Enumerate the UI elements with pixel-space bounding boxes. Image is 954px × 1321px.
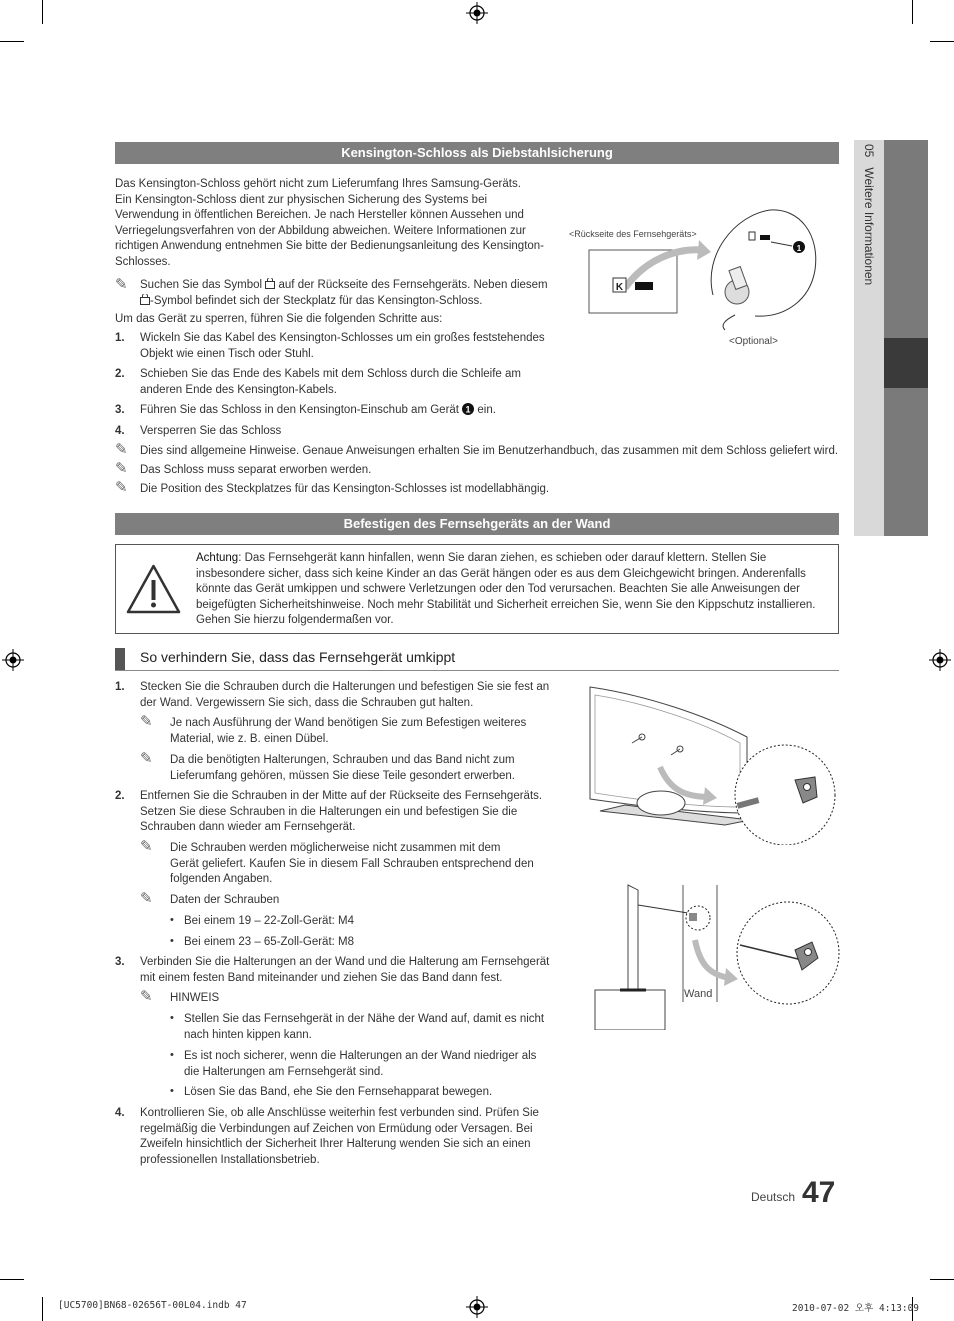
- note-icon: ✎: [140, 750, 153, 767]
- bullet-text: Bei einem 19 – 22-Zoll-Gerät: M4: [184, 915, 355, 927]
- bullet: •: [170, 935, 174, 947]
- callout-1-icon: [462, 403, 474, 415]
- kensington-symbol-icon: [265, 278, 275, 289]
- callout-label: 1: [465, 404, 471, 415]
- registration-mark-icon: [466, 2, 488, 24]
- callout-label: 1: [796, 244, 802, 253]
- note-icon: ✎: [115, 460, 128, 477]
- figure-label-optional: <Optional>: [729, 336, 778, 347]
- bullet: •: [170, 1049, 174, 1061]
- bullet-text: Lösen Sie das Band, ehe Sie den Fernsehapparat bewegen.: [184, 1086, 493, 1098]
- crop-mark: [930, 41, 954, 42]
- warning-box: [115, 544, 839, 634]
- subheading: [115, 648, 839, 671]
- kensington-note: Das Schloss muss separat erworben werden.: [140, 464, 372, 476]
- kensington-symbol-icon: [140, 294, 150, 305]
- step-3-text: Führen Sie das Schloss in den Kensington-Einschub am Gerät 1 ein.: [140, 404, 496, 416]
- step-number: 1.: [115, 332, 125, 344]
- bullet-text: Bei einem 23 – 65-Zoll-Gerät: M8: [184, 936, 355, 948]
- crop-mark: [912, 0, 913, 24]
- section-title-wall-mount: Befestigen des Fernsehgeräts an der Wand: [115, 513, 839, 535]
- wall-step-2: Entfernen Sie die Schrauben in der Mitte auf der Rückseite des Fernsehgeräts. Setzen Sie diese Schrauben in die Halterungen ein und befestigen Sie die Schrauben dann wieder am Fernsehgerät.: [140, 790, 543, 834]
- page-language: Deutsch: [751, 1190, 796, 1204]
- step-2-text: Schieben Sie das Ende des Kabels mit dem Schloss durch die Schleife am anderen Ende des Kensington-Kabels.: [140, 368, 521, 396]
- bullet-text: Stellen Sie das Fernsehgerät in der Nähe der Wand auf, damit es nicht nach hinten kippen kann.: [184, 1013, 545, 1041]
- wall-step-2-note: Daten der Schrauben: [170, 894, 280, 906]
- wall-step-2-note: Die Schrauben werden möglicherweise nicht zusammen mit dem Gerät geliefert. Kaufen Sie in diesem Fall Schrauben entsprechend den folgenden Angaben.: [170, 842, 534, 886]
- subheading-text: So verhindern Sie, dass das Fernsehgerät umkippt: [140, 649, 456, 665]
- kensington-note: Dies sind allgemeine Hinweise. Genaue Anweisungen erhalten Sie im Benutzerhandbuch, das zusammen mit dem Schloss geliefert wird.: [140, 445, 839, 457]
- crop-mark: [42, 1297, 43, 1321]
- registration-mark-icon: [929, 649, 951, 671]
- figure-label-back: <Rückseite des Fernsehgeräts>: [569, 229, 697, 239]
- note-icon: ✎: [140, 890, 153, 907]
- registration-mark-icon: [2, 649, 24, 671]
- kensington-note: Die Position des Steckplatzes für das Kensington-Schlosses ist modellabhängig.: [140, 483, 550, 495]
- step-number: 3.: [115, 956, 125, 968]
- step-number: 4.: [115, 425, 125, 437]
- steps-intro: Um das Gerät zu sperren, führen Sie die folgenden Schritte aus:: [115, 313, 443, 325]
- crop-mark: [930, 1279, 954, 1280]
- chapter-side-tab: [854, 140, 928, 536]
- warning-label: Achtung: [196, 552, 239, 564]
- registration-mark-icon: [466, 1296, 488, 1318]
- kensington-note-symbol: Suchen Sie das Symbol auf der Rückseite des Fernsehgeräts. Neben diesem -Symbol befindet sich der Steckplatz für das Kensington-Schloss.: [140, 279, 548, 307]
- crop-mark: [0, 1279, 24, 1280]
- arrow-shape: [695, 940, 730, 978]
- page-number: 47: [802, 1176, 836, 1209]
- wall-step-4: Kontrollieren Sie, ob alle Anschlüsse weiterhin fest verbunden sind. Prüfen Sie regelmäßig die Verbindungen auf Zeichen von Ermüdung oder Versagen. Bei Zweifeln hinsichtlich der Sicherheit Ihrer Halterung wenden Sie sich an einen professionellen Installationsbetrieb.: [140, 1107, 539, 1166]
- bullet-text: Es ist noch sicherer, wenn die Halterungen an der Wand niedriger als die Halterungen am Fernsehgerät sind.: [184, 1050, 537, 1078]
- note-icon: ✎: [115, 276, 128, 293]
- crop-mark: [42, 0, 43, 24]
- wall-step-1-note: Je nach Ausführung der Wand benötigen Sie zum Befestigen weiteres Material, wie z. B. einen Dübel.: [170, 717, 527, 745]
- wall-step-1: Stecken Sie die Schrauben durch die Halterungen und befestigen Sie sie fest an der Wand. Vergewissern Sie sich, dass die Schrauben gut halten.: [140, 681, 550, 709]
- footer-file: [UC5700]BN68-02656T-00L04.indb 47: [58, 1300, 247, 1311]
- note-icon: ✎: [140, 988, 153, 1005]
- wall-side-illustration: [590, 880, 840, 1030]
- note-icon: ✎: [140, 713, 153, 730]
- step-number: 2.: [115, 790, 125, 802]
- tv-back-illustration: [585, 685, 840, 845]
- footer-date: 2010-07-02 오후 4:13:09: [792, 1303, 920, 1314]
- note-icon: ✎: [115, 479, 128, 496]
- wall-step-3: Verbinden Sie die Halterungen an der Wand und die Halterung am Fernsehgerät mit einem festen Band miteinander und ziehen Sie das Band dann fest.: [140, 956, 550, 984]
- kensington-intro: Das Kensington-Schloss gehört nicht zum Lieferumfang Ihres Samsung-Geräts. Ein Kensington-Schloss dient zur physischen Sicherung des Systems bei Verwendung in öffentlichen Bereichen. Je nach Hersteller können Aussehen und Verriegelungsverfahren von der Abbildung abweichen. Weitere Informationen zur richtigen Anwendung entnehmen Sie bitte der Bedienungsanleitung des Kensington- Schlosses.: [115, 178, 545, 268]
- wall-step-1-note: Da die benötigten Halterungen, Schrauben und das Band nicht zum Lieferumfang gehören, müssen Sie diese Teile gesondert erwerben.: [170, 754, 515, 782]
- wall-step-3-note: HINWEIS: [170, 992, 220, 1004]
- note-icon: ✎: [140, 838, 153, 855]
- warning-text: Achtung: Das Fernsehgerät kann hinfallen, wenn Sie daran ziehen, es schieben oder darauf klettern. Stellen Sie insbesondere sicher, dass sich keine Kinder an das Gerät hängen oder es aus dem Gleichgewicht bringen. Anderenfalls könnte das Gerät umkippen und schwere Verletzungen oder den Tod verursachen. Beachten Sie alle Anweisungen der beigefügten Sicherheitshinweise. Noch mehr Stabilität und Sicherheit erreichen Sie, wenn Sie den Kippschutz installieren. Gehen Sie hierzu folgendermaßen vor.: [196, 552, 816, 627]
- section-title-kensington: Kensington-Schloss als Diebstahlsicherung: [115, 142, 839, 164]
- step-number: 4.: [115, 1107, 125, 1119]
- step-1-text: Wickeln Sie das Kabel des Kensington-Schlosses um ein großes feststehendes Objekt wie einen Tisch oder Stuhl.: [140, 332, 545, 360]
- step-number: 3.: [115, 404, 125, 416]
- warning-triangle-icon: [126, 563, 181, 615]
- kensington-lock-illustration: [585, 200, 825, 335]
- step-4-text: Versperren Sie das Schloss: [140, 425, 282, 437]
- step-number: 1.: [115, 681, 125, 693]
- bullet: •: [170, 914, 174, 926]
- k-letter: K: [615, 282, 624, 293]
- chapter-label: 05 Weitere Informationen: [862, 144, 876, 286]
- note-icon: ✎: [115, 441, 128, 458]
- bullet: •: [170, 1085, 174, 1097]
- bullet: •: [170, 1012, 174, 1024]
- wall-label: Wand: [684, 988, 713, 1000]
- crop-mark: [0, 41, 24, 42]
- step-number: 2.: [115, 368, 125, 380]
